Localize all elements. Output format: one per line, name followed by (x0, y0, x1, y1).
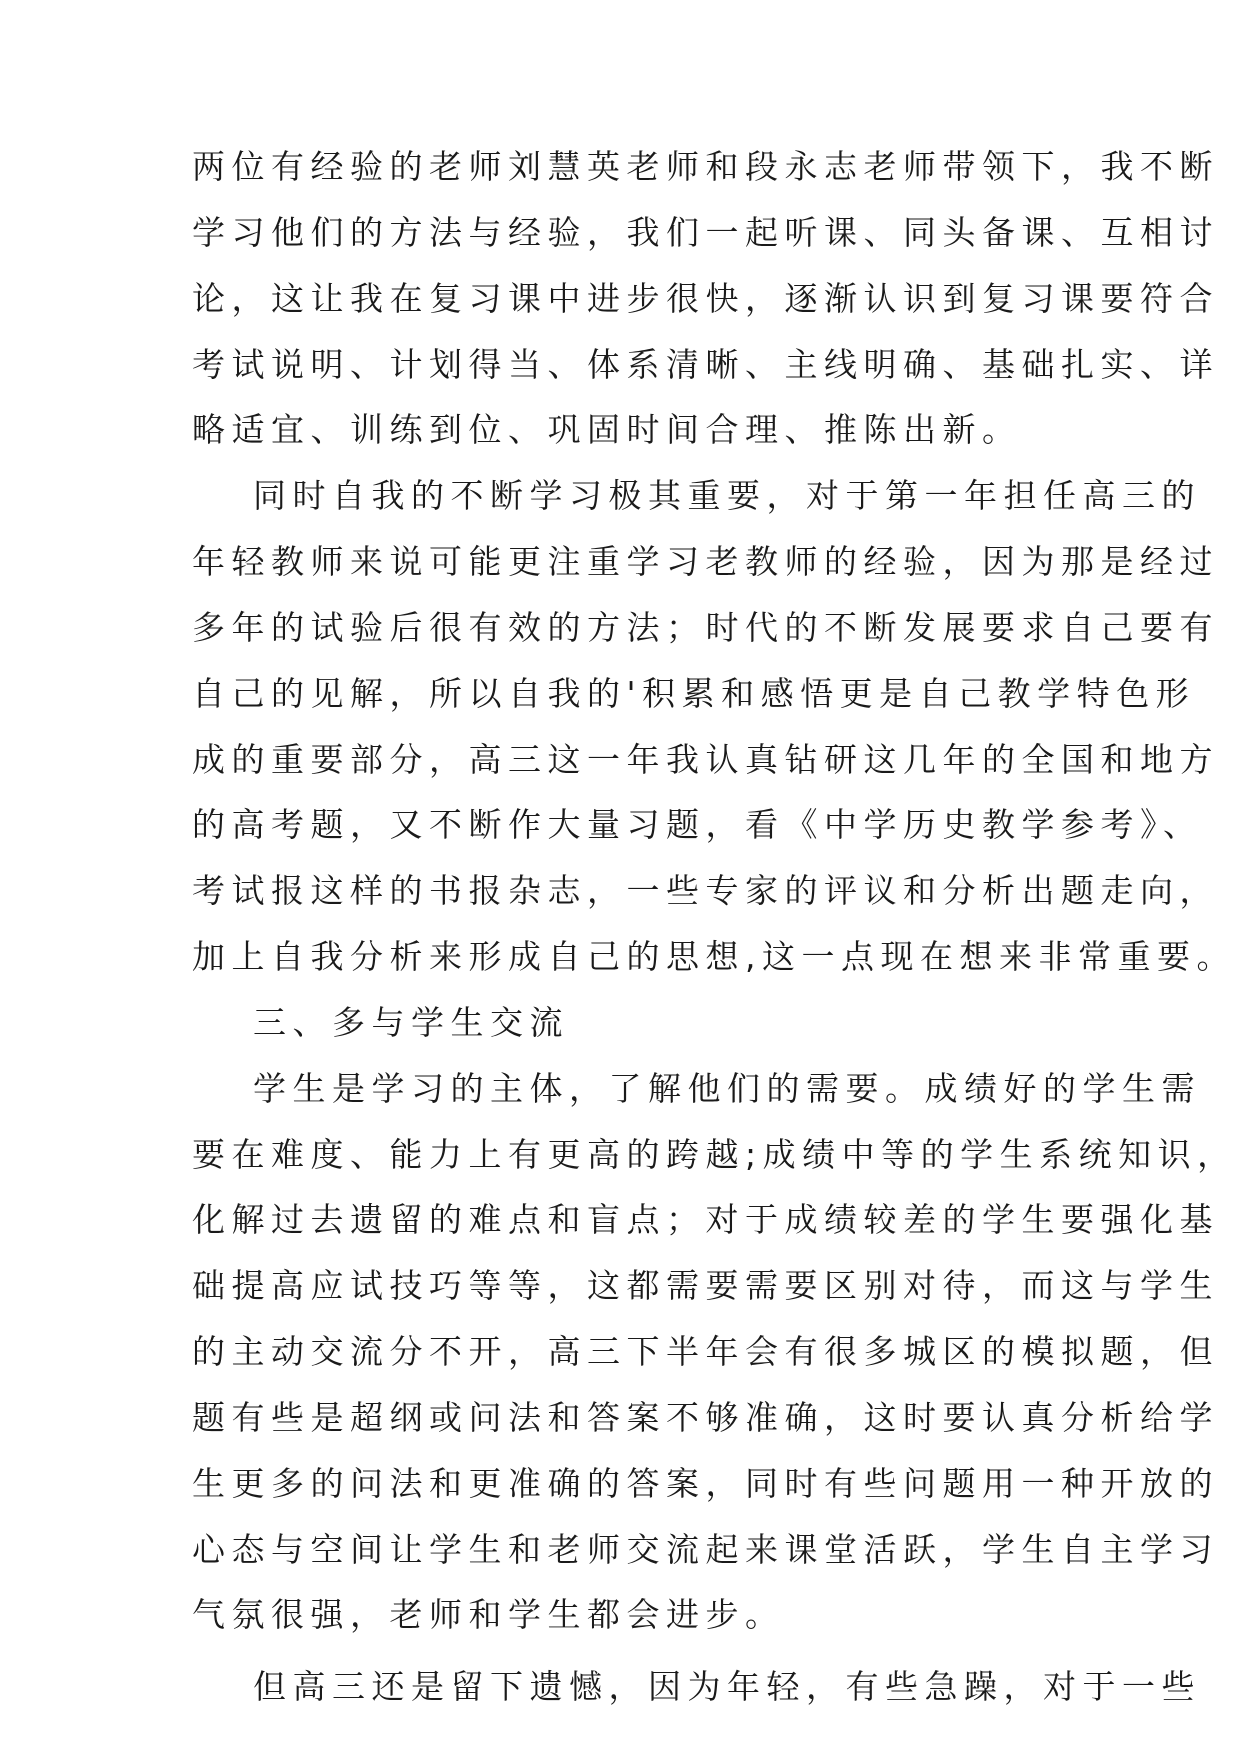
text-line: 考试报这样的书报杂志，一些专家的评议和分析出题走向， (192, 871, 1219, 910)
text-line: 生更多的问法和更准确的答案，同时有些问题用一种开放的 (192, 1464, 1219, 1503)
paragraph-first-line: 学生是学习的主体，了解他们的需要。成绩好的学生需 (253, 1069, 1201, 1108)
text-line: 学习他们的方法与经验，我们一起听课、同头备课、互相讨 (192, 213, 1219, 252)
text-line: 的主动交流分不开，高三下半年会有很多城区的模拟题，但 (192, 1332, 1219, 1371)
text-line: 考试说明、计划得当、体系清晰、主线明确、基础扎实、详 (192, 345, 1219, 384)
text-line: 气氛很强，老师和学生都会进步。 (192, 1595, 785, 1634)
text-line: 题有些是超纲或问法和答案不够准确，这时要认真分析给学 (192, 1398, 1219, 1437)
text-line: 成的重要部分，高三这一年我认真钻研这几年的全国和地方 (192, 740, 1219, 779)
text-line: 自己的见解，所以自我的'积累和感悟更是自己教学特色形 (192, 674, 1196, 713)
section-heading: 三、多与学生交流 (253, 1003, 569, 1042)
text-line: 要在难度、能力上有更高的跨越;成绩中等的学生系统知识， (192, 1135, 1237, 1174)
text-line: 加上自我分析来形成自己的思想,这一点现在想来非常重要。 (192, 937, 1236, 976)
text-line: 两位有经验的老师刘慧英老师和段永志老师带领下，我不断 (192, 147, 1219, 186)
text-line: 心态与空间让学生和老师交流起来课堂活跃，学生自主学习 (192, 1530, 1219, 1569)
text-line: 础提高应试技巧等等，这都需要需要区别对待，而这与学生 (192, 1266, 1219, 1305)
text-line: 略适宜、训练到位、巩固时间合理、推陈出新。 (192, 410, 1022, 449)
text-line: 化解过去遗留的难点和盲点；对于成绩较差的学生要强化基 (192, 1200, 1219, 1239)
paragraph-first-line: 但高三还是留下遗憾，因为年轻，有些急躁，对于一些 (253, 1667, 1201, 1706)
text-line: 的高考题，又不断作大量习题，看《中学历史教学参考》、 (192, 805, 1203, 844)
paragraph-first-line: 同时自我的不断学习极其重要，对于第一年担任高三的 (253, 476, 1201, 515)
text-line: 年轻教师来说可能更注重学习老教师的经验，因为那是经过 (192, 542, 1219, 581)
text-line: 多年的试验后很有效的方法；时代的不断发展要求自己要有 (192, 608, 1219, 647)
text-line: 论，这让我在复习课中进步很快，逐渐认识到复习课要符合 (192, 279, 1219, 318)
